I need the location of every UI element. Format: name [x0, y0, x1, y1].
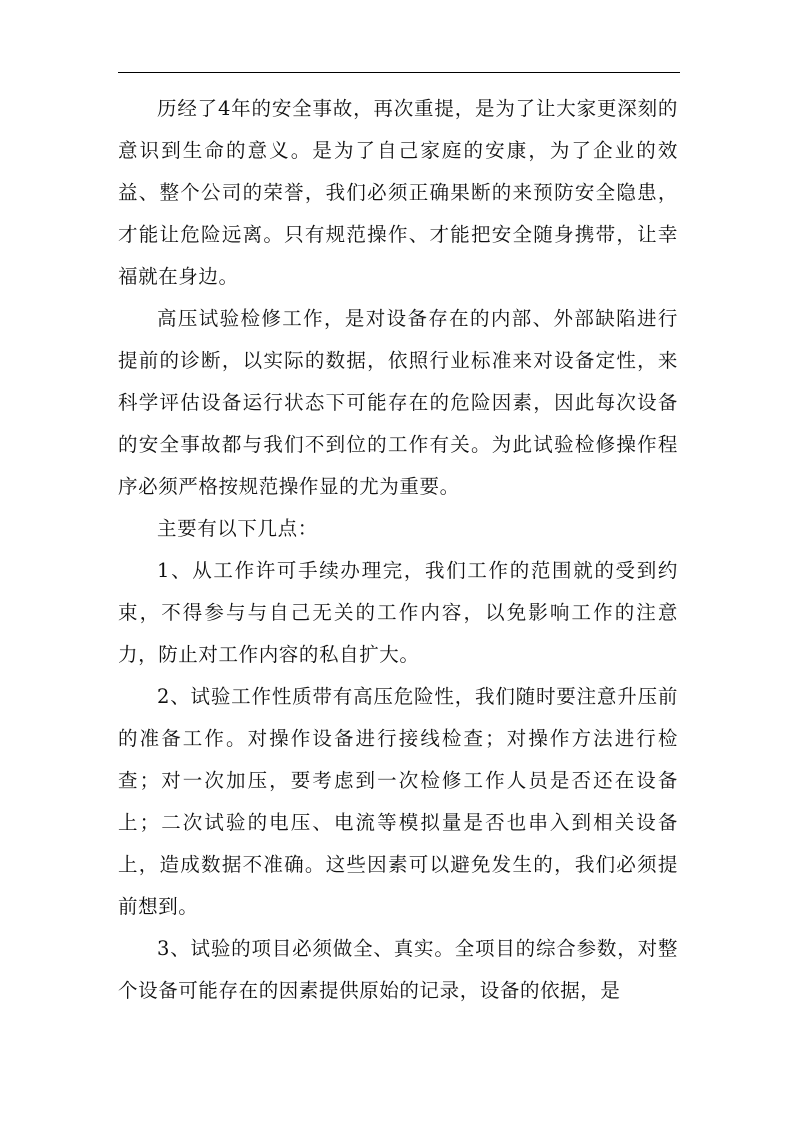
paragraph-intro: 历经了4年的安全事故，再次重提，是为了让大家更深刻的意识到生命的意义。是为了自己家庭的安康，为了企业的效益、整个公司的荣誉，我们必须正确果断的来预防安全隐患，才能让危险远离。只有规范操作、才能把安全随身携带，让幸福就在身边。: [118, 97, 678, 288]
paragraph-high-voltage-testing: 高压试验检修工作，是对设备存在的内部、外部缺陷进行提前的诊断，以实际的数据，依照行业标准来对设备定性，来科学评估设备运行状态下可能存在的危险因素，因此每次设备的安全事故都与我们不到位的工作有关。为此试验检修操作程序必须严格按规范操作显的尤为重要。: [118, 307, 678, 498]
paragraph-point-3: 3、试验的项目必须做全、真实。全项目的综合参数，对整个设备可能存在的因素提供原始的记录，设备的依据，是: [118, 937, 678, 1002]
paragraph-main-points-heading: 主要有以下几点：: [157, 517, 318, 540]
paragraph-point-2: 2、试验工作性质带有高压危险性，我们随时要注意升压前的准备工作。对操作设备进行接线检查；对操作方法进行检查；对一次加压，要考虑到一次检修工作人员是否还在设备上；二次试验的电压、电流等模拟量是否也串入到相关设备上，造成数据不准确。这些因素可以避免发生的，我们必须提前想到。: [118, 685, 678, 918]
header-rule: [118, 72, 680, 73]
paragraph-point-1: 1、从工作许可手续办理完，我们工作的范围就的受到约束，不得参与与自己无关的工作内容，以免影响工作的注意力，防止对工作内容的私自扩大。: [118, 559, 678, 666]
document-body: [118, 88, 678, 1012]
